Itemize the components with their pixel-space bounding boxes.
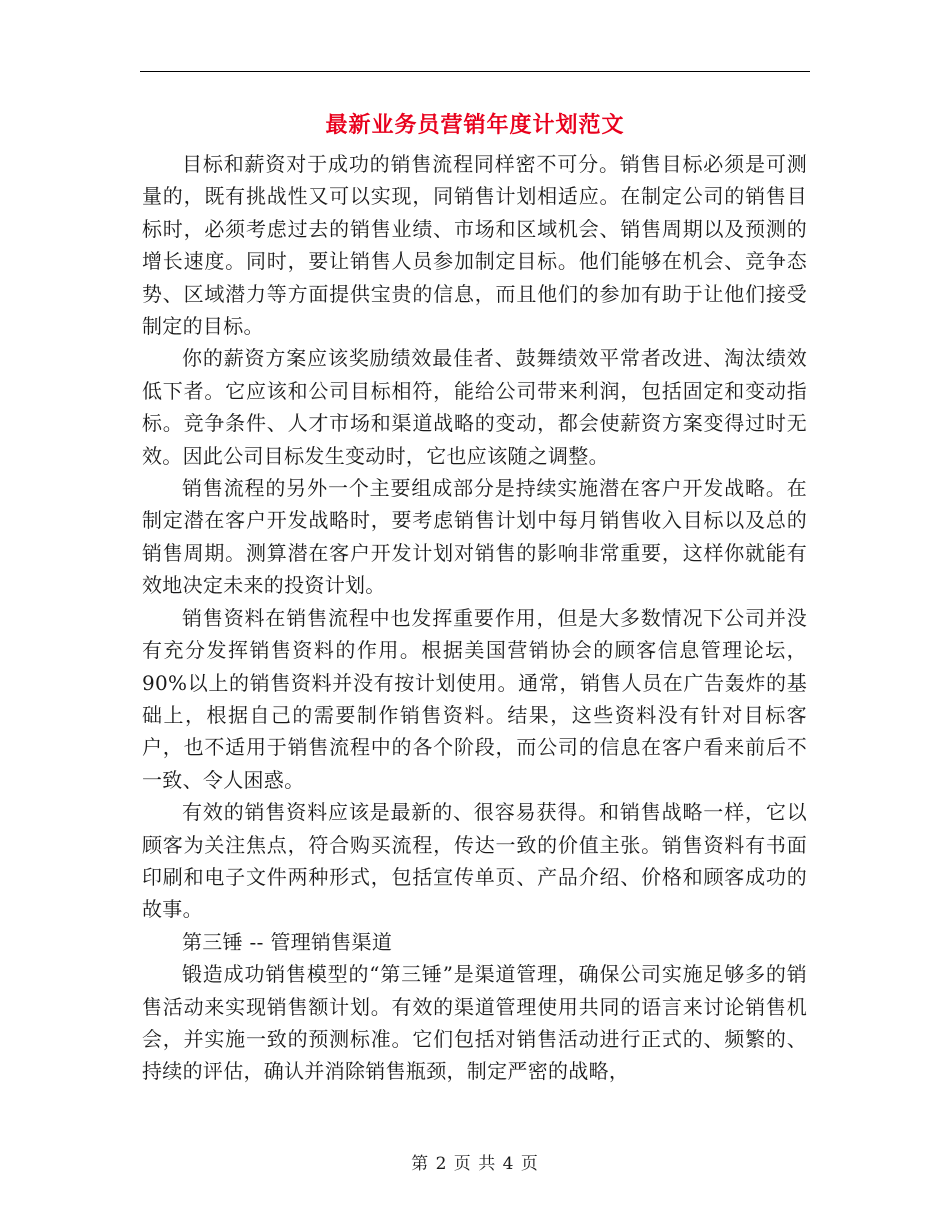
paragraph: 锻造成功销售模型的“第三锤”是渠道管理，确保公司实施足够多的销售活动来实现销售额计划。有效的渠道管理使用共同的语言来讨论销售机会，并实施一致的预测标准。它们包括对销售活动进行正式的、频繁的、持续的评估，确认并消除销售瓶颈，制定严密的战略， <box>142 962 807 1084</box>
section-heading: 第三锤 -- 管理销售渠道 <box>182 929 393 954</box>
document-title: 最新业务员营销年度计划范文 <box>325 112 625 138</box>
paragraph: 目标和薪资对于成功的销售流程同样密不可分。销售目标必须是可测量的，既有挑战性又可以实现，同销售计划相适应。在制定公司的销售目标时，必须考虑过去的销售业绩、市场和区域机会、销售周期以及预测的增长速度。同时，要让销售人员参加制定目标。他们能够在机会、竞争态势、区域潜力等方面提供宝贵的信息，而且他们的参加有助于让他们接受制定的目标。 <box>142 152 807 339</box>
header-rule <box>140 71 810 72</box>
page-number-footer: 第 2 页 共 4 页 <box>411 1154 539 1174</box>
paragraph: 销售流程的另外一个主要组成部分是持续实施潜在客户开发战略。在制定潜在客户开发战略时，要考虑销售计划中每月销售收入目标以及总的销售周期。测算潜在客户开发计划对销售的影响非常重要，这样你就能有效地决定未来的投资计划。 <box>142 476 807 598</box>
document-body <box>142 148 807 1088</box>
paragraph: 你的薪资方案应该奖励绩效最佳者、鼓舞绩效平常者改进、淘汰绩效低下者。它应该和公司目标相符，能给公司带来利润，包括固定和变动指标。竞争条件、人才市场和渠道战略的变动，都会使薪资方案变得过时无效。因此公司目标发生变动时，它也应该随之调整。 <box>142 346 807 468</box>
paragraph: 有效的销售资料应该是最新的、很容易获得。和销售战略一样，它以顾客为关注焦点，符合购买流程，传达一致的价值主张。销售资料有书面印刷和电子文件两种形式，包括宣传单页、产品介绍、价格和顾客成功的故事。 <box>142 800 807 922</box>
paragraph: 销售资料在销售流程中也发挥重要作用，但是大多数情况下公司并没有充分发挥销售资料的作用。根据美国营销协会的顾客信息管理论坛，90%以上的销售资料并没有按计划使用。通常，销售人员在广告轰炸的基础上，根据自己的需要制作销售资料。结果，这些资料没有针对目标客户，也不适用于销售流程中的各个阶段，而公司的信息在客户看来前后不一致、令人困惑。 <box>142 605 807 792</box>
